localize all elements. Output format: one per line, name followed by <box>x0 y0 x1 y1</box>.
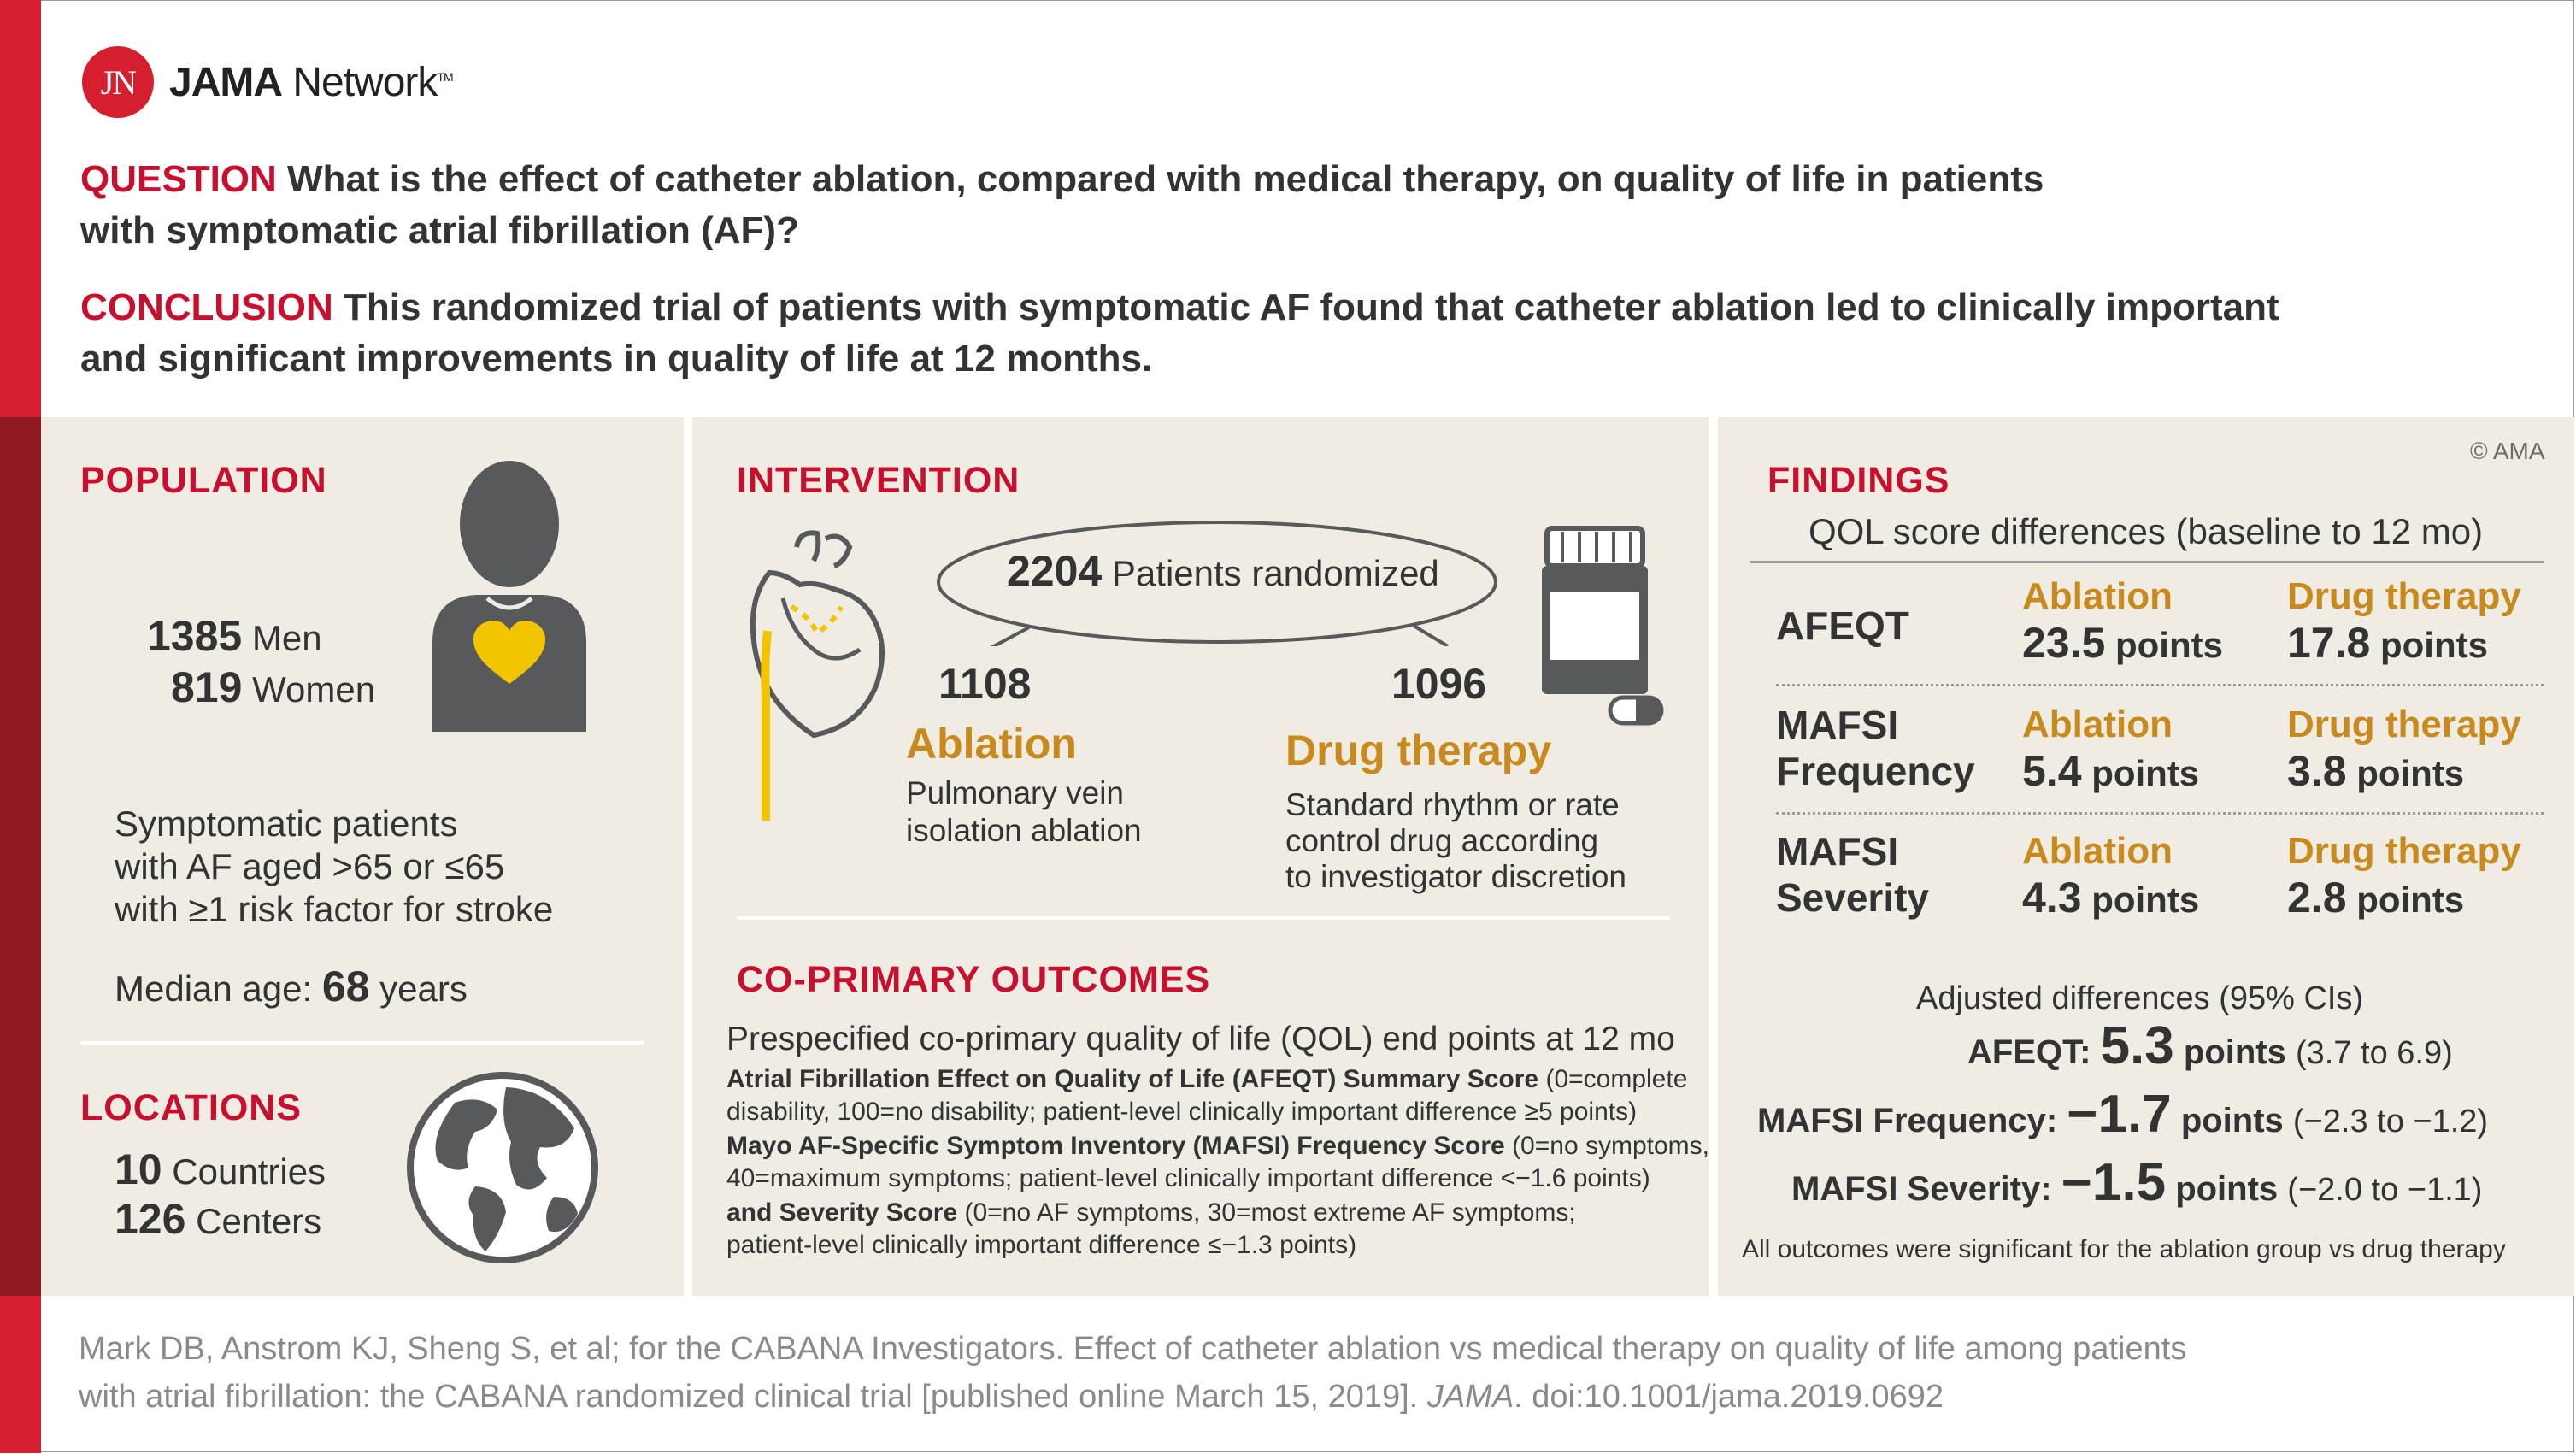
population-title: POPULATION <box>80 460 327 501</box>
question-line2: with symptomatic atrial fibrillation (AF)? <box>80 209 799 251</box>
person-icon <box>417 460 588 732</box>
pill-bottle-icon <box>1538 523 1665 728</box>
question-block <box>80 154 2388 256</box>
row-drug-label: Drug therapy <box>2287 575 2521 617</box>
row-drug-value: 2.8 points <box>2287 874 2465 921</box>
row-drug-label: Drug therapy <box>2287 703 2521 745</box>
drug-label: Drug therapy <box>1285 727 1552 774</box>
citation-line2a: with atrial fibrillation: the CABANA randomized clinical trial [published online March 15, 2019]. <box>79 1379 1427 1415</box>
findings-title: FINDINGS <box>1767 460 1950 501</box>
drug-count: 1096 <box>1391 660 1487 708</box>
drug-desc-line2: control drug according <box>1285 823 1599 858</box>
median-age: Median age: 68 years <box>115 962 468 1010</box>
locations-title: LOCATIONS <box>80 1087 303 1128</box>
adjusted-title: Adjusted differences (95% CIs) <box>1916 980 2364 1016</box>
citation-journal: JAMA <box>1426 1379 1514 1415</box>
intervention-title: INTERVENTION <box>737 460 1020 501</box>
population-desc-line3: with ≥1 risk factor for stroke <box>115 889 554 929</box>
question-label: QUESTION <box>80 158 277 200</box>
adjusted-frequency: MAFSI Frequency: −1.7 points (−2.3 to −1.2) <box>1757 1085 2489 1144</box>
countries-stat: 10 Countries <box>115 1145 326 1193</box>
row-ablation-label: Ablation <box>2022 575 2173 617</box>
row-ablation-value: 5.4 points <box>2022 747 2200 795</box>
accent-bar-middle <box>0 417 41 1296</box>
mafsi-definition: Mayo AF-Specific Symptom Inventory (MAFSI) Frequency Score (0=no symptoms, 40=maximum symptoms; patient-level clinically important difference <−1.6 points) <box>726 1132 1709 1192</box>
jn-logo-icon: JN <box>82 46 154 118</box>
globe-icon <box>403 1068 602 1267</box>
conclusion-line1: This randomized trial of patients with symptomatic AF found that catheter ablation led to clinically important <box>344 286 2279 328</box>
ablation-desc-line2: isolation ablation <box>906 813 1142 848</box>
row-ablation-label: Ablation <box>2022 830 2173 872</box>
ablation-desc-line1: Pulmonary vein <box>906 775 1125 810</box>
row-ablation-label: Ablation <box>2022 703 2173 745</box>
conclusion-label: CONCLUSION <box>80 286 333 328</box>
outcomes-intro: Prespecified co-primary quality of life (QOL) end points at 12 mo <box>726 1021 1675 1057</box>
row-drug-value: 17.8 points <box>2287 619 2488 667</box>
ablation-count: 1108 <box>938 660 1032 708</box>
row-name: AFEQT <box>1776 603 1909 648</box>
conclusion-block <box>80 282 2388 385</box>
heart-catheter-icon <box>732 521 899 829</box>
row-ablation-value: 4.3 points <box>2022 874 2200 921</box>
drug-desc-line1: Standard rhythm or rate <box>1285 787 1620 822</box>
accent-bar-top <box>0 0 41 417</box>
population-divider <box>80 1041 644 1045</box>
accent-bar-bottom <box>0 1296 41 1453</box>
citation-line2b: . doi:10.1001/jama.2019.0692 <box>1514 1379 1944 1415</box>
centers-stat: 126 Centers <box>115 1195 322 1243</box>
row-name: MAFSI <box>1776 703 1899 747</box>
afeqt-definition: Atrial Fibrillation Effect on Quality of Life (AFEQT) Summary Score (0=complete disability, 100=no disability; patient-level clinically important difference ≥5 points) <box>726 1065 1688 1126</box>
findings-top-rule <box>1750 561 2544 563</box>
adjusted-severity: MAFSI Severity: −1.5 points (−2.0 to −1.1) <box>1791 1153 2483 1212</box>
findings-note: All outcomes were significant for the ablation group vs drug therapy <box>1742 1235 2506 1263</box>
copyright-text: © AMA <box>2470 438 2545 464</box>
row-name-sub: Frequency <box>1776 749 1975 793</box>
outcomes-title: CO-PRIMARY OUTCOMES <box>737 959 1211 1000</box>
women-stat: 819 Women <box>171 663 376 711</box>
population-desc-line1: Symptomatic patients <box>115 804 458 844</box>
row-divider <box>1776 812 2544 815</box>
severity-definition: and Severity Score (0=no AF symptoms, 30=most extreme AF symptoms; patient-level clinically important difference ≤−1.3 points) <box>726 1198 1576 1259</box>
row-name: MAFSI <box>1776 829 1899 874</box>
citation-line1: Mark DB, Anstrom KJ, Sheng S, et al; for the CABANA Investigators. Effect of catheter ablation vs medical therapy on quality of life among patients <box>79 1331 2187 1367</box>
findings-subtitle: QOL score differences (baseline to 12 mo) <box>1808 511 2484 551</box>
question-line1: What is the effect of catheter ablation, compared with medical therapy, on quality of life in patients <box>287 158 2044 200</box>
row-name-sub: Severity <box>1776 875 1930 920</box>
drug-desc-line3: to investigator discretion <box>1285 859 1626 894</box>
randomized-stat: 2204 Patients randomized <box>1007 547 1439 595</box>
men-stat: 1385 Men <box>147 612 322 660</box>
population-desc-line2: with AF aged >65 or ≤65 <box>115 846 505 886</box>
row-divider <box>1776 684 2544 686</box>
row-ablation-value: 23.5 points <box>2022 619 2223 667</box>
adjusted-afeqt: AFEQT: 5.3 points (3.7 to 6.9) <box>1967 1016 2453 1075</box>
jama-network-logo[interactable] <box>82 46 453 118</box>
logo-wordmark: JAMA Network™ <box>169 59 453 105</box>
citation <box>79 1325 2186 1421</box>
row-drug-value: 3.8 points <box>2287 747 2465 795</box>
row-drug-label: Drug therapy <box>2287 830 2521 872</box>
ablation-label: Ablation <box>906 720 1077 768</box>
conclusion-line2: and significant improvements in quality of life at 12 months. <box>80 338 1153 380</box>
intervention-divider <box>737 916 1670 920</box>
